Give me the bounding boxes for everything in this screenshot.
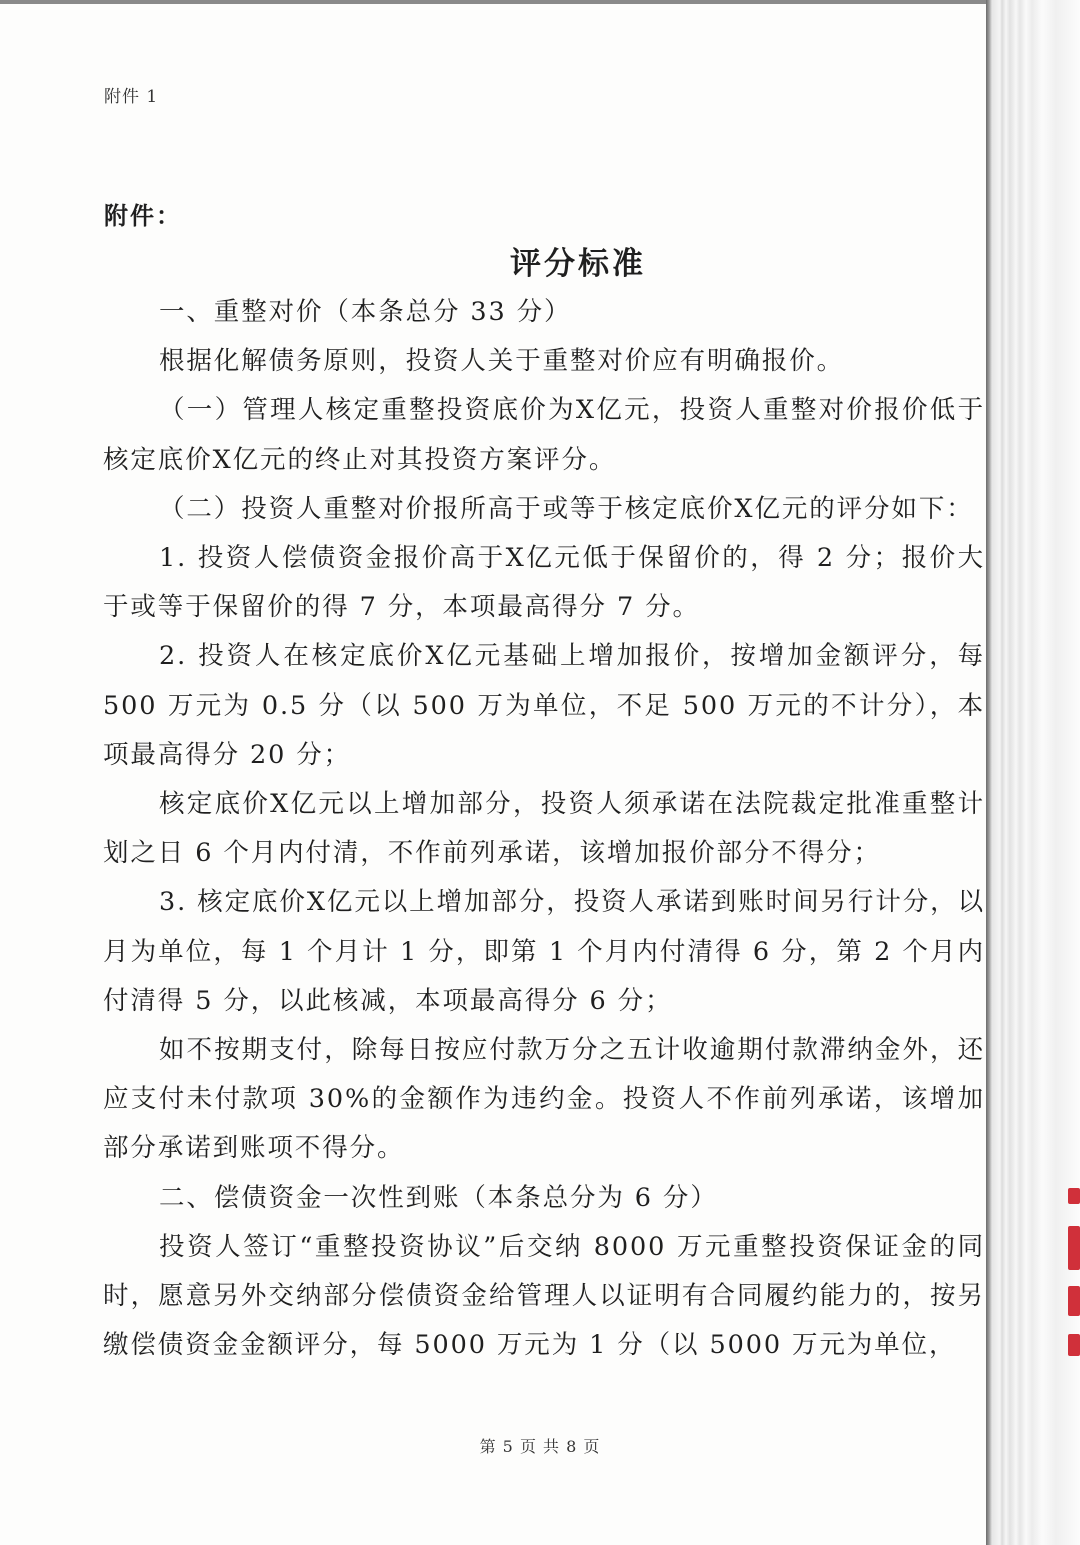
paragraph: 核定底价X亿元以上增加部分，投资人须承诺在法院裁定批准重整计划之日 6 个月内付清，不作前列承诺，该增加报价部分不得分； [103, 789, 985, 869]
page-footer: 第 5 页 共 8 页 [479, 1437, 601, 1456]
document-body [103, 288, 985, 1370]
section-heading: 一、重整对价（本条总分 33 分） [159, 297, 572, 327]
paragraph: 2. 投资人在核定底价X亿元基础上增加报价，按增加金额评分，每 500 万元为 0.5 分（以 500 万为单位，不足 500 万元的不计分），本项最高得分 20 分； [103, 641, 985, 770]
page-edge-stack [986, 0, 1080, 1545]
paragraph: 投资人签订“重整投资协议”后交纳 8000 万元重整投资保证金的同时，愿意另外交纳部分偿债资金给管理人以证明有合同履约能力的，按另缴偿债资金金额评分，每 5000 万元为 1 分（以 5000 万元为单位， [103, 1231, 985, 1361]
paragraph: 如不按期支付，除每日按应付款万分之五计收逾期付款滞纳金外，还应支付未付款项 30%的金额作为违约金。投资人不作前列承诺，该增加部分承诺到账项不得分。 [103, 1035, 985, 1164]
scan-top-edge [0, 0, 986, 4]
annex-label: 附件 1 [104, 87, 159, 107]
paragraph: 根据化解债务原则，投资人关于重整对价应有明确报价。 [159, 346, 845, 377]
paragraph: 3. 核定底价X亿元以上增加部分，投资人承诺到账时间另行计分，以月为单位，每 1 个月计 1 分，即第 1 个月内付清得 6 分，第 2 个月内付清得 5 分，以此核减，本项最高得分 6 分； [103, 887, 985, 1016]
seal-fragment [1068, 1226, 1080, 1270]
seal-fragment [1068, 1188, 1080, 1204]
paragraph: （二）投资人重整对价报所高于或等于核定底价X亿元的评分如下： [159, 493, 974, 524]
seal-fragment [1068, 1334, 1080, 1356]
paragraph: 1. 投资人偿债资金报价高于X亿元低于保留价的，得 2 分；报价大于或等于保留价的得 7 分，本项最高得分 7 分。 [103, 543, 985, 623]
annex-heading: 附件： [104, 201, 182, 230]
paragraph: （一）管理人核定重整投资底价为X亿元，投资人重整对价报价低于核定底价X亿元的终止对其投资方案评分。 [103, 395, 985, 475]
seal-fragment [1068, 1286, 1080, 1316]
document-title: 评分标准 [510, 246, 646, 282]
section-heading: 二、偿债资金一次性到账（本条总分为 6 分） [159, 1182, 718, 1213]
